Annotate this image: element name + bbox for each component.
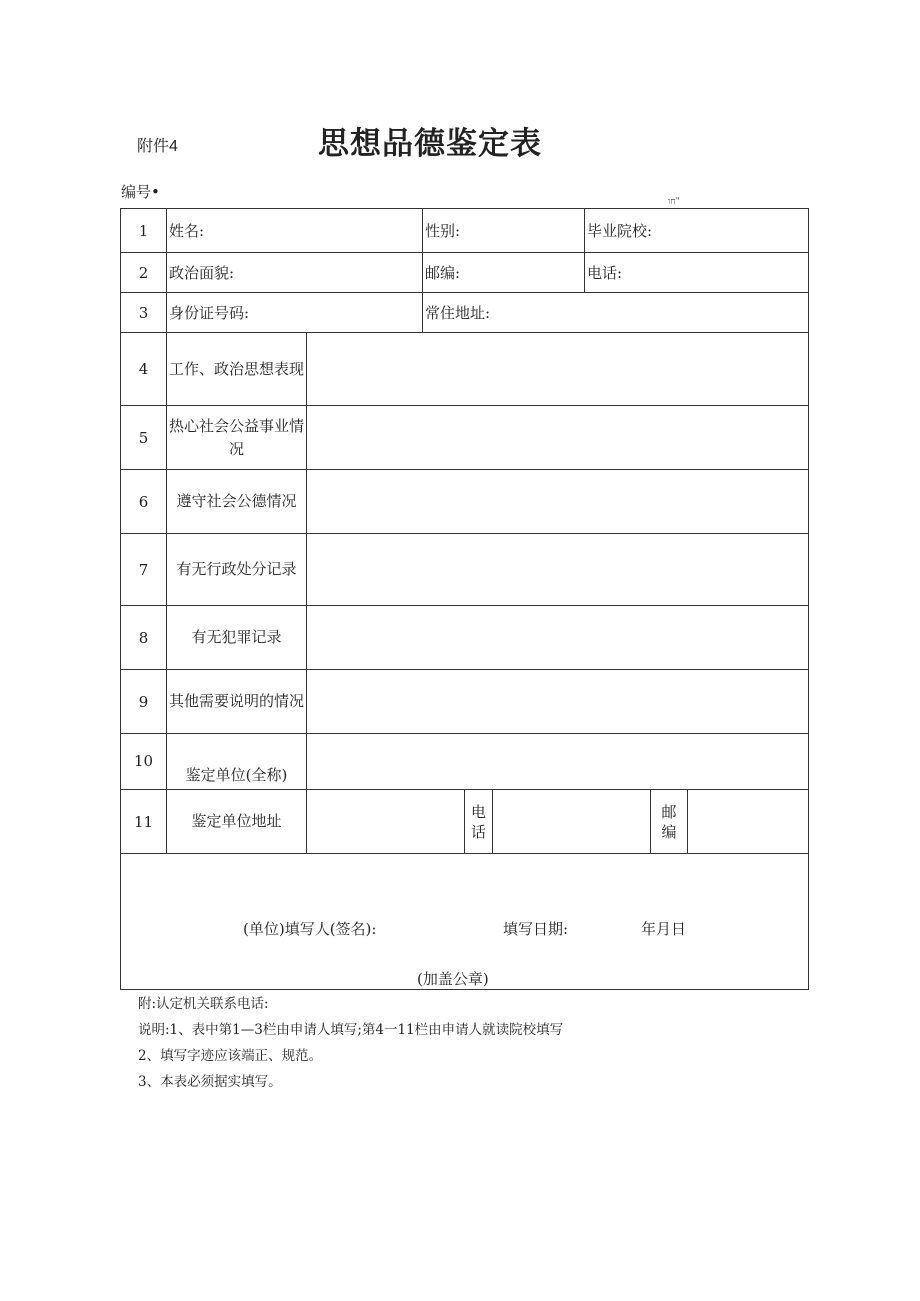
instruction-note-1: 说明:1、表中第1—3栏由申请人填写;第4一11栏由申请人就读院校填写 xyxy=(138,1022,564,1038)
work-political-performance-input[interactable] xyxy=(307,333,809,406)
row-number: 3 xyxy=(121,293,167,333)
unit-postcode-label xyxy=(651,790,688,854)
row-10 xyxy=(121,734,809,790)
public-welfare-label: 热心社会公益事业情况 xyxy=(167,406,307,470)
attachment-label: 附件4 xyxy=(137,138,178,155)
row-number: 8 xyxy=(121,606,167,670)
row-number: 9 xyxy=(121,670,167,734)
row-2 xyxy=(121,253,809,293)
unit-postcode-input[interactable] xyxy=(688,790,809,854)
public-welfare-input[interactable] xyxy=(307,406,809,470)
unit-phone-input[interactable] xyxy=(493,790,651,854)
administrative-penalty-label: 有无行政处分记录 xyxy=(167,534,307,606)
row-9 xyxy=(121,670,809,734)
row-3 xyxy=(121,293,809,333)
instruction-note-2: 2、填写字迹应该端正、规范。 xyxy=(138,1048,323,1064)
row-number: 6 xyxy=(121,470,167,534)
social-ethics-input[interactable] xyxy=(307,470,809,534)
gender-field[interactable]: 性别: xyxy=(423,209,585,253)
id-number-field[interactable]: 身份证号码: xyxy=(167,293,423,333)
social-ethics-label: 遵守社会公德情况 xyxy=(167,470,307,534)
postcode-field[interactable]: 邮编: xyxy=(423,253,585,293)
row-1 xyxy=(121,209,809,253)
row-number: 7 xyxy=(121,534,167,606)
row-4 xyxy=(121,333,809,406)
signature-row xyxy=(121,854,809,990)
form-title: 思想品德鉴定表 xyxy=(318,126,542,162)
row-number: 10 xyxy=(121,734,167,790)
work-political-performance-label: 工作、政治思想表现 xyxy=(167,333,307,406)
serial-number-label: 编号• xyxy=(121,183,160,201)
appraisal-form-table xyxy=(120,208,809,990)
row-5 xyxy=(121,406,809,470)
appraising-unit-input[interactable] xyxy=(307,734,809,790)
administrative-penalty-input[interactable] xyxy=(307,534,809,606)
filler-signature-label: (单位)填写人(签名): xyxy=(243,920,377,938)
form-notes xyxy=(138,991,563,1095)
unit-postcode-label-text: 邮编 xyxy=(661,802,677,841)
phone-field[interactable]: 电话: xyxy=(585,253,809,293)
appraising-unit-label: 鉴定单位(全称) xyxy=(167,734,307,790)
name-field[interactable]: 姓名: xyxy=(167,209,423,253)
criminal-record-label: 有无犯罪记录 xyxy=(167,606,307,670)
unit-phone-label xyxy=(465,790,493,854)
row-7 xyxy=(121,534,809,606)
row-number: 1 xyxy=(121,209,167,253)
signature-block xyxy=(121,854,809,990)
row-number: 11 xyxy=(121,790,167,854)
other-notes-label: 其他需要说明的情况 xyxy=(167,670,307,734)
school-field[interactable]: 毕业院校: xyxy=(585,209,809,253)
row-8 xyxy=(121,606,809,670)
official-seal-label: (加盖公章) xyxy=(417,970,489,988)
contact-phone-note: 附:认定机关联系电话: xyxy=(138,996,269,1012)
margin-scribble: חו" xyxy=(668,197,680,207)
unit-address-input[interactable] xyxy=(307,790,465,854)
political-status-field[interactable]: 政治面貌: xyxy=(167,253,423,293)
address-field[interactable]: 常住地址: xyxy=(423,293,809,333)
row-number: 5 xyxy=(121,406,167,470)
row-6 xyxy=(121,470,809,534)
row-number: 4 xyxy=(121,333,167,406)
fill-date-label: 填写日期: xyxy=(503,920,569,938)
signature-line xyxy=(121,918,808,940)
date-units-label: 年月日 xyxy=(641,920,687,938)
row-11 xyxy=(121,790,809,854)
other-notes-input[interactable] xyxy=(307,670,809,734)
criminal-record-input[interactable] xyxy=(307,606,809,670)
unit-address-label: 鉴定单位地址 xyxy=(167,790,307,854)
row-number: 2 xyxy=(121,253,167,293)
unit-phone-label-text: 电话 xyxy=(470,802,486,841)
instruction-note-3: 3、本表必须据实填写。 xyxy=(138,1074,282,1090)
